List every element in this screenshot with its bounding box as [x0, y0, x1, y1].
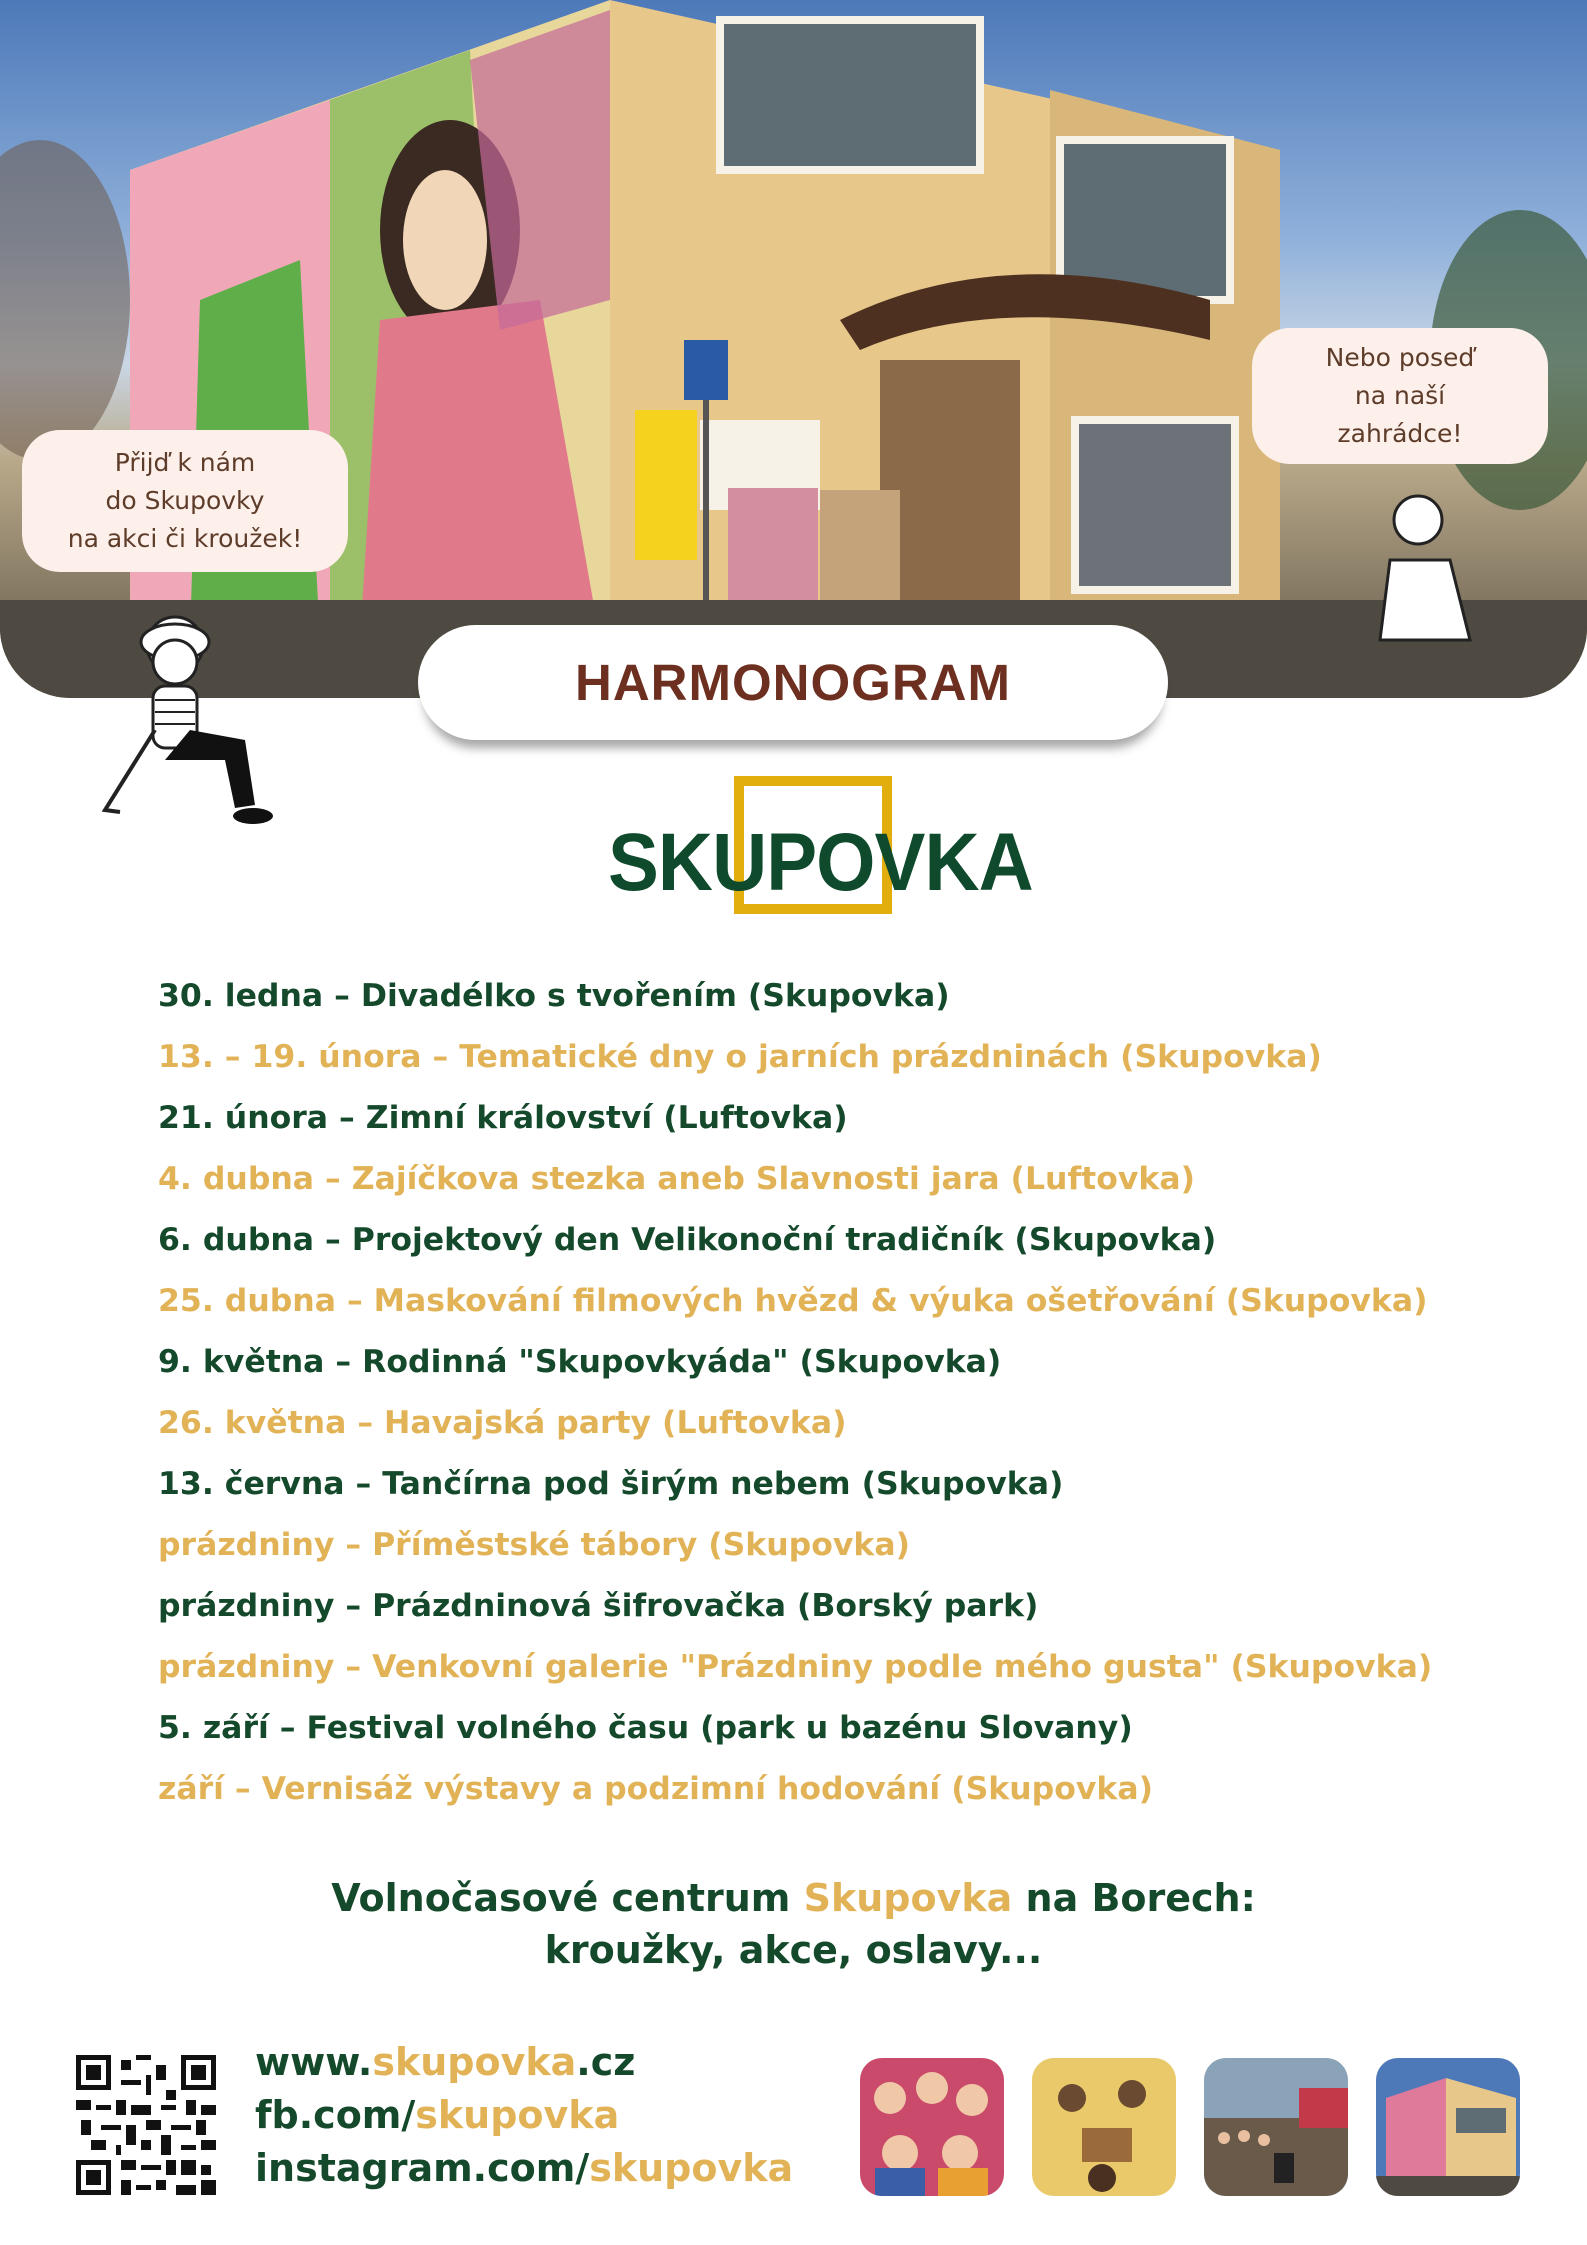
- event-item: 26. května – Havajská party (Luftovka): [158, 1405, 847, 1441]
- page-title: HARMONOGRAM: [575, 654, 1011, 711]
- photo-kids-crafting: [1032, 2058, 1176, 2196]
- event-item: 21. února – Zimní království (Luftovka): [158, 1100, 848, 1136]
- photo-children-audience: [860, 2058, 1004, 2196]
- skupovka-logo: [594, 776, 1033, 924]
- event-item: 13. června – Tančírna pod širým nebem (Skupovka): [158, 1466, 1064, 1502]
- event-item: 25. dubna – Maskování filmových hvězd & výuka ošetřování (Skupovka): [158, 1283, 1428, 1319]
- tagline: [0, 1872, 1587, 1976]
- link-highlight: skupovka: [415, 2093, 620, 2137]
- contact-links: [255, 2036, 793, 2195]
- link-highlight: skupovka: [589, 2146, 794, 2190]
- title-banner: [418, 625, 1168, 740]
- event-item: 6. dubna – Projektový den Velikonoční tradičník (Skupovka): [158, 1222, 1217, 1258]
- photo-building: [1376, 2058, 1520, 2196]
- facebook-link[interactable]: [255, 2089, 793, 2142]
- speech-bubble-right: Nebo poseď na naší zahrádce!: [1252, 328, 1548, 464]
- link-text: .cz: [576, 2040, 636, 2084]
- website-link[interactable]: [255, 2036, 793, 2089]
- event-item: 13. – 19. února – Tematické dny o jarních prázdninách (Skupovka): [158, 1039, 1322, 1075]
- event-item: 5. září – Festival volného času (park u bazénu Slovany): [158, 1710, 1133, 1746]
- sitting-person-icon: [95, 620, 275, 835]
- qr-code-icon[interactable]: [76, 2055, 216, 2195]
- event-item: 4. dubna – Zajíčkova stezka aneb Slavnosti jara (Luftovka): [158, 1161, 1195, 1197]
- tagline-text: na Borech:: [1012, 1876, 1256, 1920]
- event-item: září – Vernisáž výstavy a podzimní hodování (Skupovka): [158, 1771, 1153, 1807]
- link-text: instagram.com/: [255, 2146, 590, 2190]
- logo-wordmark: SKUPOVKA: [608, 817, 1033, 908]
- tagline-text: Volnočasové centrum: [331, 1876, 804, 1920]
- tagline-line1: [0, 1872, 1587, 1924]
- link-text: fb.com/: [255, 2093, 416, 2137]
- tagline-line2: kroužky, akce, oslavy...: [544, 1928, 1043, 1972]
- tagline-highlight: Skupovka: [803, 1876, 1013, 1920]
- event-item: prázdniny – Venkovní galerie "Prázdniny podle mého gusta" (Skupovka): [158, 1649, 1433, 1685]
- link-highlight: skupovka: [372, 2040, 577, 2084]
- event-item: 30. ledna – Divadélko s tvořením (Skupovka): [158, 978, 950, 1014]
- photo-outdoor-festival: [1204, 2058, 1348, 2196]
- speech-bubble-left: Přijď k nám do Skupovky na akci či kroužek!: [22, 430, 348, 572]
- event-item: 9. května – Rodinná "Skupovkyáda" (Skupovka): [158, 1344, 1002, 1380]
- event-item: prázdniny – Příměstské tábory (Skupovka): [158, 1527, 911, 1563]
- link-text: www.: [255, 2040, 373, 2084]
- event-item: prázdniny – Prázdninová šifrovačka (Borský park): [158, 1588, 1039, 1624]
- event-list: [158, 966, 1458, 1820]
- instagram-link[interactable]: [255, 2142, 793, 2195]
